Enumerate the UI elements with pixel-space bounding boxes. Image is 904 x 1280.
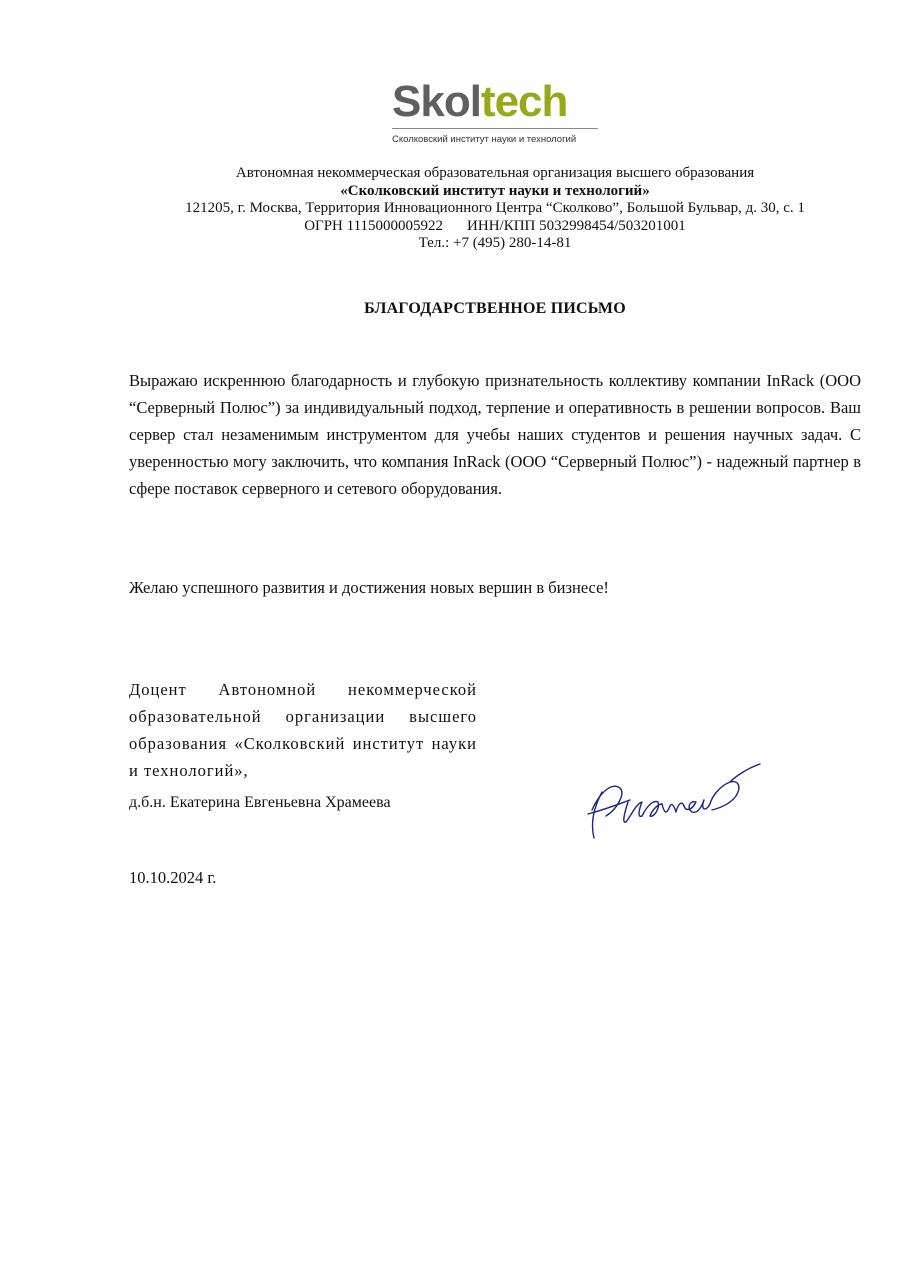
signatory-name: д.б.н. Екатерина Евгеньевна Храмеева [129,794,391,811]
org-name: «Сколковский институт науки и технологий» [340,182,650,199]
body-paragraph-1: Выражаю искреннюю благодарность и глубокую признательность коллективу компании InRack (ООО “Серверный Полюс”) за индивидуальный подход, терпение и оперативность в решении вопросов. Ваш сервер стал незаменимым инструментом для учебы наших студентов и решения научных задач. С уверенностью могу заключить, что компания InRack (ООО “Серверный Полюс”) - надежный партнер в сфере поставок серверного и сетевого оборудования. [129,371,861,498]
org-address: 121205, г. Москва, Территория Инновационного Центра “Сколково”, Большой Бульвар, д. 30, с. 1 [185,200,805,216]
logo-divider [392,128,598,129]
inn-kpp-text: ИНН/КПП 5032998454/503201001 [467,217,686,234]
logo-word-tech: tech [480,77,568,126]
letter-title: БЛАГОДАРСТВЕННОЕ ПИСЬМО [364,300,626,317]
logo-wordmark [392,77,600,126]
logo-word-skol: Skol [392,77,481,126]
org-phone: Тел.: +7 (495) 280-14-81 [418,235,572,251]
body-paragraph-2: Желаю успешного развития и достижения новых вершин в бизнесе! [129,578,609,597]
signatory-position: Доцент Автономной некоммерческой образовательной организации высшего образования «Сколковский институт науки и технологий», [129,680,477,780]
ogrn-text: ОГРН 1115000005922 [304,217,444,234]
letterhead [0,165,904,253]
skoltech-logo [392,77,600,145]
logo-subtitle: Сколковский институт науки и технологий [392,134,577,145]
handwritten-signature [580,752,770,852]
org-registration [0,218,904,236]
letter-date: 10.10.2024 г. [129,868,217,887]
org-type-line: Автономная некоммерческая образовательная организация высшего образования [235,165,755,181]
